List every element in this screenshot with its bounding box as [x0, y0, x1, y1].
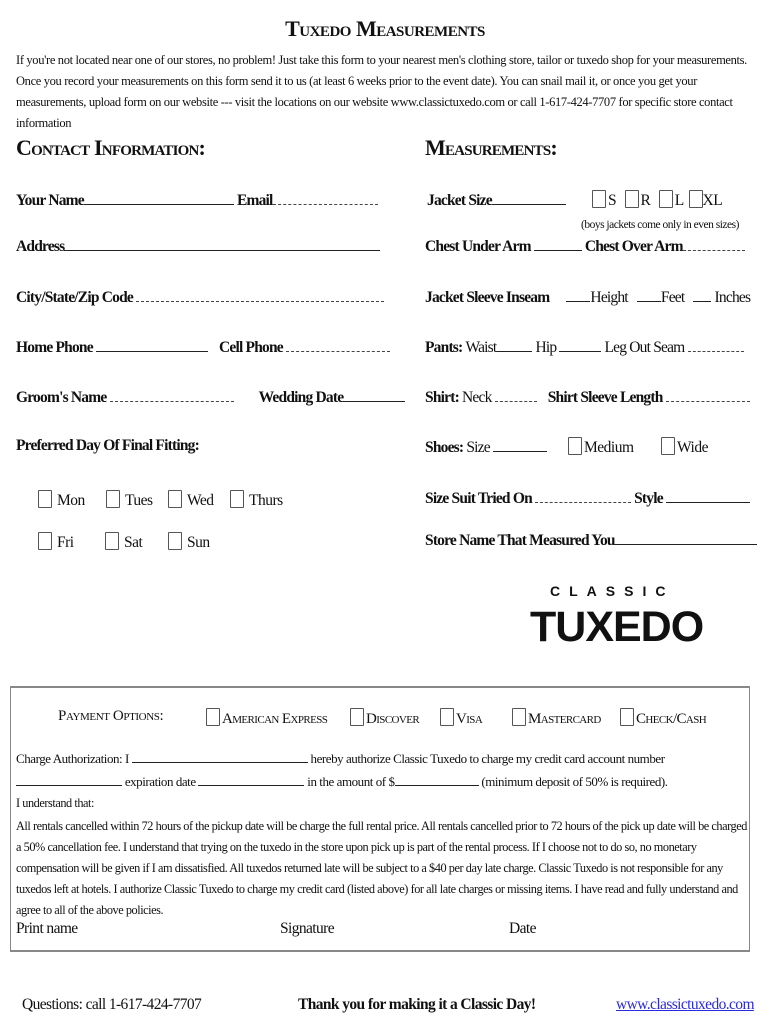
- height-inches-field[interactable]: [693, 287, 711, 302]
- charge-auth-prefix: Charge Authorization: I: [16, 751, 129, 766]
- jacket-size-label: Jacket Size: [427, 192, 492, 209]
- checkbox-icon[interactable]: [568, 437, 582, 455]
- jacket-size-row: [427, 190, 566, 210]
- payment-visa[interactable]: Visa: [440, 708, 482, 728]
- day-fri[interactable]: Fri: [38, 532, 74, 552]
- expiration-row: [16, 774, 668, 790]
- expiration-date-field[interactable]: [198, 774, 304, 786]
- checkbox-icon[interactable]: [620, 708, 634, 726]
- charge-auth-row: [16, 751, 665, 767]
- store-name-field[interactable]: [615, 530, 757, 545]
- cardholder-name-field[interactable]: [132, 751, 308, 763]
- intro-text: If you're not located near one of our stores, no problem! Just take this form to your nearest men's clothing store, tailor or tuxedo shop for your measurements. Once you record your measurements on this form send it to us (at least 6 weeks prior to the event date). You can snail mail it, or once you get your measurements, upload form on our website --- visit the locations on our website www.classictuxedo.com or call 1-617-424-7707 for specific store contact information: [16, 53, 747, 130]
- size-suit-tried-on-label: Size Suit Tried On: [425, 490, 532, 507]
- shirt-row: [425, 387, 750, 407]
- store-name-label: Store Name That Measured You: [425, 532, 615, 549]
- print-name-label: Print name: [16, 920, 78, 937]
- jacket-size-l[interactable]: L: [659, 192, 683, 209]
- cell-phone-label: Cell Phone: [218, 339, 283, 356]
- pants-label: Pants:: [425, 339, 463, 356]
- day-thurs[interactable]: Thurs: [230, 490, 283, 510]
- checkbox-icon[interactable]: [38, 532, 52, 550]
- sleeve-row: [425, 287, 750, 307]
- neck-field[interactable]: [495, 387, 537, 402]
- checkbox-icon[interactable]: [661, 437, 675, 455]
- shoes-label: Shoes:: [425, 439, 464, 456]
- store-name-row: [425, 530, 757, 550]
- address-label: Address: [16, 238, 65, 255]
- payment-mastercard[interactable]: Mastercard: [512, 708, 601, 728]
- understand-label: I understand that:: [16, 796, 94, 810]
- email-field[interactable]: [273, 190, 378, 205]
- amount-field[interactable]: [395, 774, 479, 786]
- chest-under-arm-label: Chest Under Arm: [425, 238, 531, 255]
- logo-classic-text: CLASSIC: [550, 583, 675, 599]
- height-feet-field[interactable]: [637, 287, 661, 302]
- page-title: Tuxedo Measurements: [285, 16, 485, 41]
- your-name-label: Your Name: [16, 192, 84, 209]
- shoe-width-wide[interactable]: Wide: [661, 437, 708, 457]
- checkbox-icon[interactable]: [440, 708, 454, 726]
- city-state-zip-field[interactable]: [136, 287, 384, 302]
- charge-auth-suffix: hereby authorize Classic Tuxedo to charge my credit card account number: [310, 751, 665, 766]
- payment-heading: Payment Options:: [58, 708, 164, 724]
- day-mon[interactable]: Mon: [38, 490, 85, 510]
- your-name-row: [16, 190, 378, 210]
- card-number-field[interactable]: [16, 774, 122, 786]
- wedding-date-field[interactable]: [343, 387, 405, 402]
- jacket-size-r[interactable]: R: [625, 192, 651, 209]
- day-tues[interactable]: Tues: [106, 490, 153, 510]
- terms-text: All rentals cancelled within 72 hours of the pickup date will be charge the full rental price. All rentals cancelled prior to 72 hours of the pick up date will be charged a 50% cancellation fee. I understand that trying on the tuxedo in the store upon pick up is part of the rental process. If I choose not to do so, no monetary compensation will be given if I am dissatisfied. All tuxedos returned late will be subject to a $40 per day late charge. Classic Tuxedo is not responsible for any tuxedos left at hotels. I authorize Classic Tuxedo to charge my credit card (listed above) for all late charges or missing items. I have read and fully understand and agree to all of the above policies.: [16, 819, 747, 917]
- jacket-sleeve-inseam-field[interactable]: [566, 287, 590, 302]
- checkbox-icon[interactable]: [350, 708, 364, 726]
- size-suit-tried-on-field[interactable]: [535, 488, 631, 503]
- chest-under-arm-field[interactable]: [534, 236, 582, 251]
- your-name-field[interactable]: [84, 190, 234, 205]
- preferred-day-label: Preferred Day Of Final Fitting:: [16, 437, 199, 454]
- contact-heading: Contact Information:: [16, 135, 206, 160]
- style-label: Style: [634, 490, 663, 507]
- hip-label: Hip: [535, 339, 557, 356]
- day-sun[interactable]: Sun: [168, 532, 210, 552]
- checkbox-icon[interactable]: [168, 490, 182, 508]
- measurements-heading: Measurements:: [425, 135, 557, 160]
- signature-label: Signature: [280, 920, 335, 937]
- checkbox-icon[interactable]: [659, 190, 673, 208]
- shirt-label: Shirt:: [425, 389, 459, 406]
- waist-label: Waist: [465, 339, 497, 356]
- address-row: [16, 236, 380, 256]
- shirt-sleeve-length-field[interactable]: [666, 387, 750, 402]
- checkbox-icon[interactable]: [206, 708, 220, 726]
- checkbox-icon[interactable]: [38, 490, 52, 508]
- min-deposit-note: (minimum deposit of 50% is required).: [481, 774, 668, 789]
- logo-tuxedo-text: TUXEDO: [530, 603, 704, 651]
- pants-row: [425, 337, 744, 357]
- jacket-size-xl[interactable]: XL: [689, 192, 723, 209]
- checkbox-icon[interactable]: [105, 532, 119, 550]
- hip-field[interactable]: [559, 337, 601, 352]
- inches-label: Inches: [714, 289, 751, 306]
- groom-row: [16, 387, 405, 407]
- chest-row: [425, 236, 745, 256]
- neck-label: Neck: [462, 389, 492, 406]
- leg-out-seam-field[interactable]: [688, 337, 744, 352]
- grooms-name-field[interactable]: [110, 387, 234, 402]
- questions-text: Questions: call 1-617-424-7707: [22, 996, 202, 1013]
- shoe-width-medium[interactable]: Medium: [568, 437, 634, 457]
- feet-label: Feet: [660, 289, 685, 306]
- day-sat[interactable]: Sat: [105, 532, 142, 552]
- shirt-sleeve-length-label: Shirt Sleeve Length: [547, 389, 663, 406]
- date-label: Date: [509, 920, 536, 937]
- expiration-date-label: expiration date: [124, 774, 196, 789]
- thank-you-text: Thank you for making it a Classic Day!: [298, 996, 536, 1013]
- jacket-size-options: [592, 190, 722, 210]
- city-row: [16, 287, 384, 307]
- checkbox-icon[interactable]: [168, 532, 182, 550]
- checkbox-icon[interactable]: [230, 490, 244, 508]
- payment-amex[interactable]: American Express: [206, 708, 327, 728]
- shoes-row: [425, 437, 547, 457]
- suit-style-row: [425, 488, 750, 508]
- home-phone-field[interactable]: [96, 337, 208, 352]
- email-label: Email: [236, 192, 273, 209]
- boys-jacket-note: (boys jackets come only in even sizes): [581, 219, 739, 231]
- checkbox-icon[interactable]: [106, 490, 120, 508]
- checkbox-icon[interactable]: [512, 708, 526, 726]
- chest-over-arm-field[interactable]: [683, 236, 745, 251]
- checkbox-icon[interactable]: [592, 190, 606, 208]
- day-wed[interactable]: Wed: [168, 490, 214, 510]
- jacket-size-s[interactable]: S: [592, 192, 616, 209]
- website-link[interactable]: www.classictuxedo.com: [616, 996, 754, 1013]
- payment-discover[interactable]: Discover: [350, 708, 419, 728]
- payment-check-cash[interactable]: Check/Cash: [620, 708, 706, 728]
- wedding-date-label: Wedding Date: [258, 389, 344, 406]
- jacket-size-field[interactable]: [492, 190, 566, 205]
- cell-phone-field[interactable]: [286, 337, 390, 352]
- height-label: Height: [590, 289, 628, 306]
- chest-over-arm-label: Chest Over Arm: [584, 238, 683, 255]
- checkbox-icon[interactable]: [625, 190, 639, 208]
- grooms-name-label: Groom's Name: [16, 389, 107, 406]
- jacket-sleeve-inseam-label: Jacket Sleeve Inseam: [425, 289, 550, 306]
- phone-row: [16, 337, 390, 357]
- style-field[interactable]: [666, 488, 750, 503]
- address-field[interactable]: [64, 236, 380, 251]
- shoe-size-label: Size: [466, 439, 490, 456]
- amount-label: in the amount of $: [307, 774, 395, 789]
- leg-out-seam-label: Leg Out Seam: [604, 339, 685, 356]
- shoe-size-field[interactable]: [493, 437, 547, 452]
- city-state-zip-label: City/State/Zip Code: [16, 289, 133, 306]
- waist-field[interactable]: [496, 337, 532, 352]
- checkbox-icon[interactable]: [689, 190, 703, 208]
- home-phone-label: Home Phone: [16, 339, 93, 356]
